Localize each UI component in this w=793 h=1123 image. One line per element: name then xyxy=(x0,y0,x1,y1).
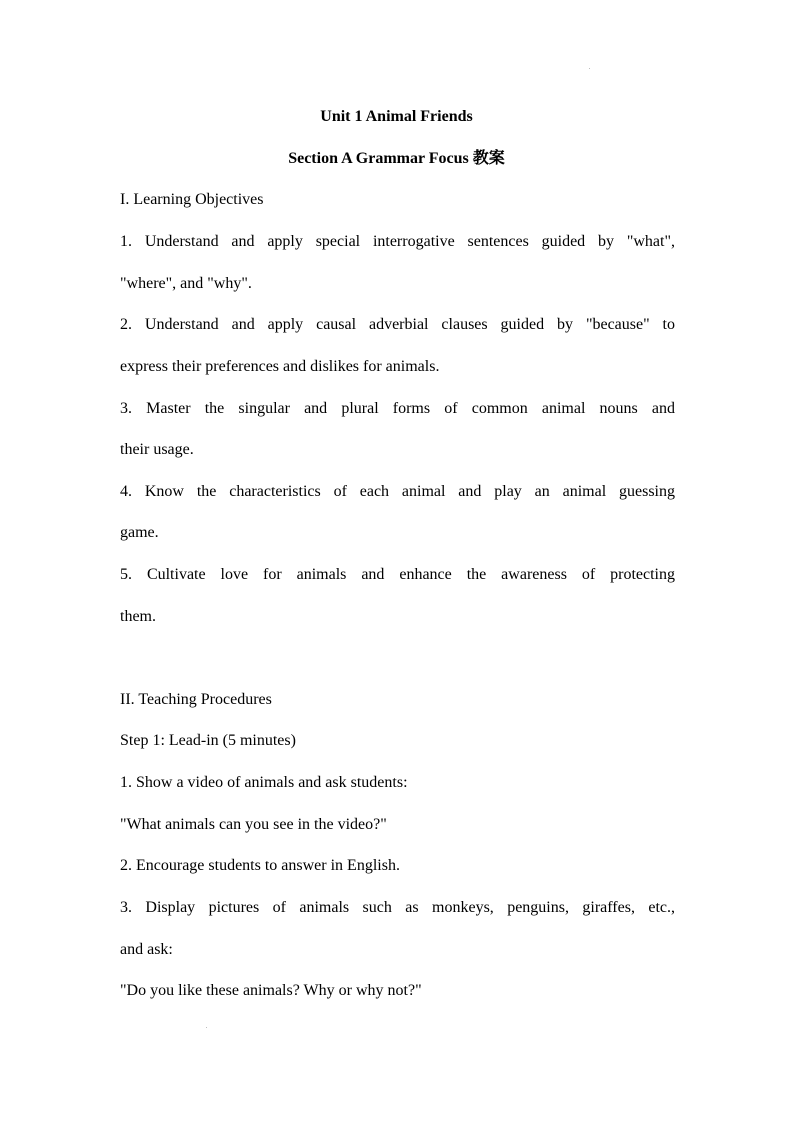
body-line: express their preferences and dislikes for animals. xyxy=(120,358,440,375)
body-line: them. xyxy=(120,608,156,625)
body-line: 1. Show a video of animals and ask students: xyxy=(120,774,408,791)
body-line: 4. Know the characteristics of each animal and play an animal guessing xyxy=(120,483,675,500)
body-line: 3. Master the singular and plural forms of common animal nouns and xyxy=(120,400,675,417)
body-line: 5. Cultivate love for animals and enhance the awareness of protecting xyxy=(120,566,675,583)
body-line: "where", and "why". xyxy=(120,275,252,292)
scan-speck xyxy=(206,1027,207,1028)
section-heading-procedures: II. Teaching Procedures xyxy=(120,691,272,708)
body-line: 2. Understand and apply causal adverbial clauses guided by "because" to xyxy=(120,316,675,333)
body-line: 1. Understand and apply special interrogative sentences guided by "what", xyxy=(120,233,675,250)
body-line: 2. Encourage students to answer in English. xyxy=(120,857,400,874)
section-heading-objectives: I. Learning Objectives xyxy=(120,191,264,208)
body-line: "Do you like these animals? Why or why not?" xyxy=(120,982,422,999)
scan-speck xyxy=(589,68,590,69)
document-subtitle: Section A Grammar Focus 教案 xyxy=(288,150,505,167)
body-line: 3. Display pictures of animals such as monkeys, penguins, giraffes, etc., xyxy=(120,899,675,916)
body-line: game. xyxy=(120,524,159,541)
step-heading: Step 1: Lead-in (5 minutes) xyxy=(120,732,296,749)
document-title: Unit 1 Animal Friends xyxy=(320,108,473,125)
body-line: "What animals can you see in the video?" xyxy=(120,816,387,833)
body-line: and ask: xyxy=(120,941,173,958)
body-line: their usage. xyxy=(120,441,194,458)
